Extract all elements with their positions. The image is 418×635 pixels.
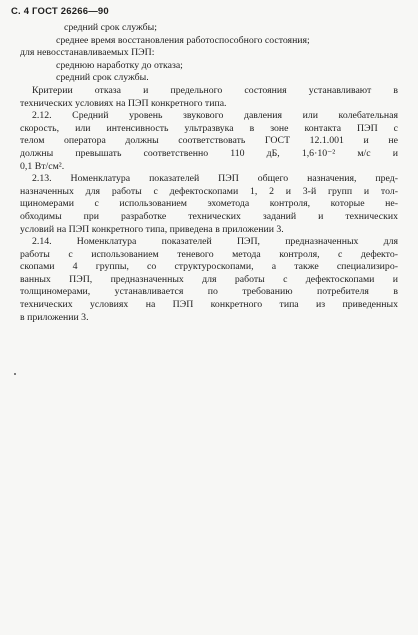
text-line: обходимы при разработке технических заданий и технических bbox=[20, 210, 398, 222]
text-line: должны превышать соответственно 110 дБ, 1,6·10⁻² м/с и bbox=[20, 147, 398, 159]
text-line: щиномерами с использованием эхометода контроля, которые не- bbox=[20, 198, 398, 210]
body-text bbox=[20, 22, 398, 324]
text-line: технических условиях на ПЭП конкретного типа. bbox=[20, 97, 227, 109]
text-line: технических условиях на ПЭП конкретного типа из приведенных bbox=[20, 299, 398, 311]
page-speck bbox=[14, 373, 16, 375]
text-line: в приложении 3. bbox=[20, 311, 89, 323]
text-line: 2.14. Номенклатура показателей ПЭП, предназначенных для bbox=[32, 236, 398, 248]
text-line: скопами 4 группы, со структуроскопами, а также специализиро- bbox=[20, 261, 398, 273]
text-line: условий на ПЭП конкретного типа, приведена в приложении 3. bbox=[20, 223, 284, 235]
text-line: средний срок службы. bbox=[56, 72, 149, 84]
text-line: среднюю наработку до отказа; bbox=[56, 59, 183, 71]
text-line: для невосстанавливаемых ПЭП: bbox=[20, 47, 155, 59]
text-line: ванных ПЭП, предназначенных для работы с дефектоскопами и bbox=[20, 273, 398, 285]
text-line: телом оператора должны соответствовать ГОСТ 12.1.001 и не bbox=[20, 135, 398, 147]
text-line: толщиномерами, устанавливается по требованию потребителя в bbox=[20, 286, 398, 298]
text-line: Критерии отказа и предельного состояния устанавливают в bbox=[32, 84, 398, 96]
text-line: скорость, или интенсивность ультразвука в зоне контакта ПЭП с bbox=[20, 122, 398, 134]
text-line: 2.12. Средний уровень звукового давления или колебательная bbox=[32, 110, 398, 122]
text-line: 2.13. Номенклатура показателей ПЭП общего назначения, пред- bbox=[32, 173, 398, 185]
text-line: работы с использованием теневого метода контроля, с дефекто- bbox=[20, 248, 398, 260]
text-line: среднее время восстановления работоспособного состояния; bbox=[56, 34, 310, 46]
running-head: С. 4 ГОСТ 26266—90 bbox=[11, 6, 109, 17]
text-line: 0,1 Вт/см². bbox=[20, 160, 65, 172]
text-line: назначенных для работы с дефектоскопами 1, 2 и 3-й групп и тол- bbox=[20, 185, 398, 197]
text-line: средний срок службы; bbox=[64, 22, 157, 33]
